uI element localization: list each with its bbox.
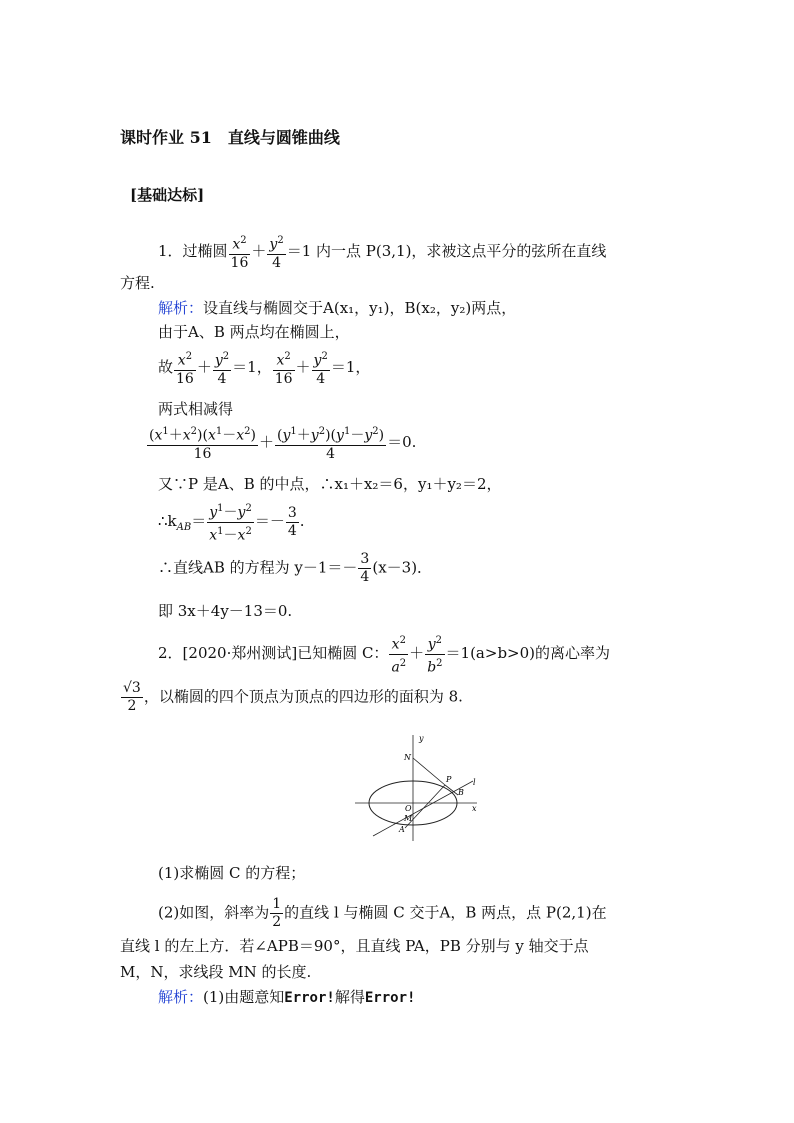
solution-1-s4: 两式相减得: [158, 400, 234, 418]
problem-2-q1: (1)求椭圆 C 的方程；: [158, 864, 306, 882]
solution-1-s3: 故 $\frac{x^2}{16}$ ＋ $\frac{y^2}{4}$ ＝1， $\frac{x^2}{16}$ ＋ $\frac{y^2}{4}$ ＝1，: [158, 348, 370, 388]
label-a: A: [399, 825, 405, 834]
solution-2-line: 解析：(1)由题意知Error!解得Error!: [158, 988, 416, 1006]
solution-1-s5: $\frac{(x^1+x^2)(x^1-x^2)}{16}$ ＋ $\frac{(y^1+y^2)(y^1-y^2)}{4}$ ＝0.: [146, 423, 416, 463]
problem-2-q2: (2)如图，斜率为 $\frac{1}{2}$ 的直线 l 与椭圆 C 交于A，B 两点，点 P(2,1)在: [158, 896, 607, 930]
section-heading: [基础达标]: [130, 186, 205, 204]
problem-2-line2: $\frac{√3}{2}$ ，以椭圆的四个顶点为顶点的四边形的面积为 8.: [123, 680, 463, 714]
solution-1-s8: ∴直线AB 的方程为 y－1＝－ $\frac{3}{4}$ (x－3)．: [158, 551, 433, 585]
solution-1-line: 解析：设直线与椭圆交于A(x₁，y₁)，B(x₂，y₂)两点，: [158, 299, 517, 317]
label-x: x: [472, 804, 477, 813]
solution-1-s7: $\therefore k_{AB}=$ $\frac{y^1-y^2}{x^1-x^2}$ ＝－ $\frac{3}{4}$ .: [158, 500, 305, 544]
label-n: N: [404, 753, 411, 762]
label-b: B: [458, 788, 464, 797]
problem-2-q2-line2: 直线 l 的左上方．若∠APB＝90°，且直线 PA，PB 分别与 y 轴交于点: [120, 937, 589, 955]
label-m: M: [404, 814, 413, 823]
solution-1-s2: 由于A、B 两点均在椭圆上，: [158, 323, 350, 341]
label-y: y: [419, 734, 424, 743]
label-p: P: [446, 775, 452, 784]
problem-1-line2: 方程.: [120, 274, 155, 292]
label-o: O: [405, 804, 412, 813]
label-l: l: [473, 778, 476, 787]
page-title: 课时作业 51 直线与圆锥曲线: [120, 128, 340, 147]
problem-1-line: 1．过椭圆 $\frac{x^2}{16}$ ＋ $\frac{y^2}{4}$ ＝1 内一点 P(3,1)，求被这点平分的弦所在直线: [158, 232, 606, 272]
ellipse-figure: [355, 733, 485, 843]
problem-2-line: 2．[2020·郑州测试]已知椭圆 C： $\frac{x^2}{a^2}$ ＋ $\frac{y^2}{b^2}$ ＝1(a>b>0)的离心率为: [158, 632, 610, 676]
solution-1-s9: 即 3x＋4y－13＝0.: [158, 602, 293, 620]
solution-1-s6: 又∵P 是A、B 的中点，∴x₁＋x₂＝6，y₁＋y₂＝2，: [158, 475, 502, 493]
problem-2-q2-line3: M，N，求线段 MN 的长度.: [120, 963, 312, 981]
